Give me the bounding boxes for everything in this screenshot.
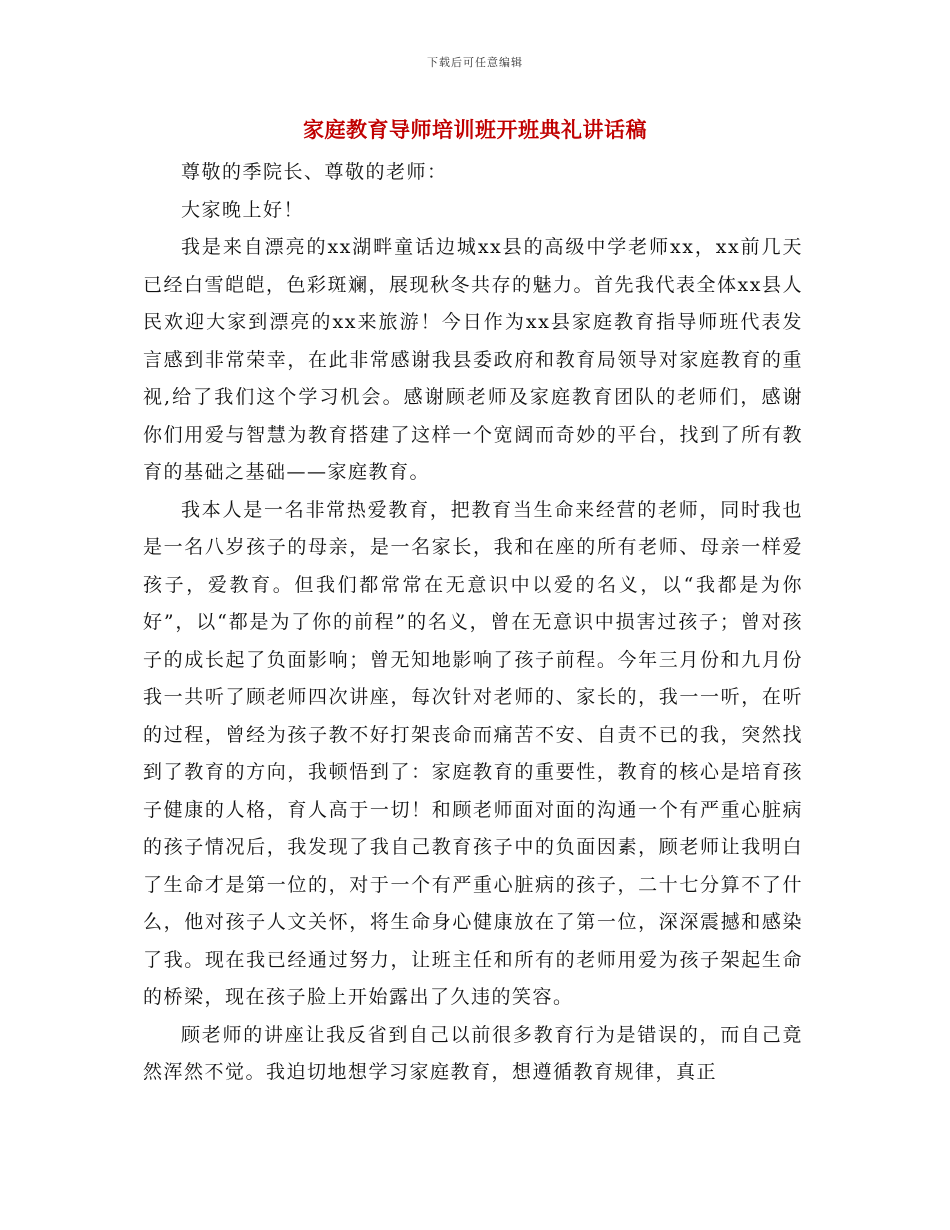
- greeting: 大家晚上好！: [181, 198, 305, 221]
- paragraph: 我是来自漂亮的xx湖畔童话边城xx县的高级中学老师xx，xx前几天已经白雪皑皑，色彩斑斓，展现秋冬共存的魅力。首先我代表全体xx县人民欢迎大家到漂亮的xx来旅游！今日作为xx县家庭教育指导师班代表发言感到非常荣幸，在此非常感谢我县委政府和教育局领导对家庭教育的重视,给了我们这个学习机会。感谢顾老师及家庭教育团队的老师们，感谢你们用爱与智慧为教育搭建了这样一个宽阔而奇妙的平台，找到了所有教育的基础之基础——家庭教育。: [143, 236, 803, 483]
- document-title: 家庭教育导师培训班开班典礼讲话稿: [303, 117, 647, 142]
- header-note: 下载后可任意编辑: [427, 56, 523, 69]
- salutation: 尊敬的季院长、尊敬的老师：: [181, 161, 448, 183]
- paragraph: 我本人是一名非常热爱教育，把教育当生命来经营的老师，同时我也是一名八岁孩子的母亲，是一名家长，我和在座的所有老师、母亲一样爱孩子，爱教育。但我们都常常在无意识中以爱的名义，以“我都是为你好”，以“都是为了你的前程”的名义，曾在无意识中损害过孩子；曾对孩子的成长起了负面影响；曾无知地影响了孩子前程。今年三月份和九月份我一共听了顾老师四次讲座，每次针对老师的、家长的，我一一听，在听的过程，曾经为孩子教不好打架丧命而痛苦不安、自责不已的我，突然找到了教育的方向，我顿悟到了：家庭教育的重要性，教育的核心是培育孩子健康的人格，育人高于一切！和顾老师面对面的沟通一个有严重心脏病的孩子情况后，我发现了我自己教育孩子中的负面因素，顾老师让我明白了生命才是第一位的，对于一个有严重心脏病的孩子，二十七分算不了什么，他对孩子人文关怀，将生命身心健康放在了第一位，深深震撼和感染了我。现在我已经通过努力，让班主任和所有的老师用爱为孩子架起生命的桥梁，现在孩子脸上开始露出了久违的笑容。: [143, 498, 803, 1008]
- paragraph: 顾老师的讲座让我反省到自己以前很多教育行为是错误的，而自己竟然浑然不觉。我迫切地想学习家庭教育，想遵循教育规律，真正: [143, 1023, 803, 1083]
- document-body: [143, 154, 803, 1092]
